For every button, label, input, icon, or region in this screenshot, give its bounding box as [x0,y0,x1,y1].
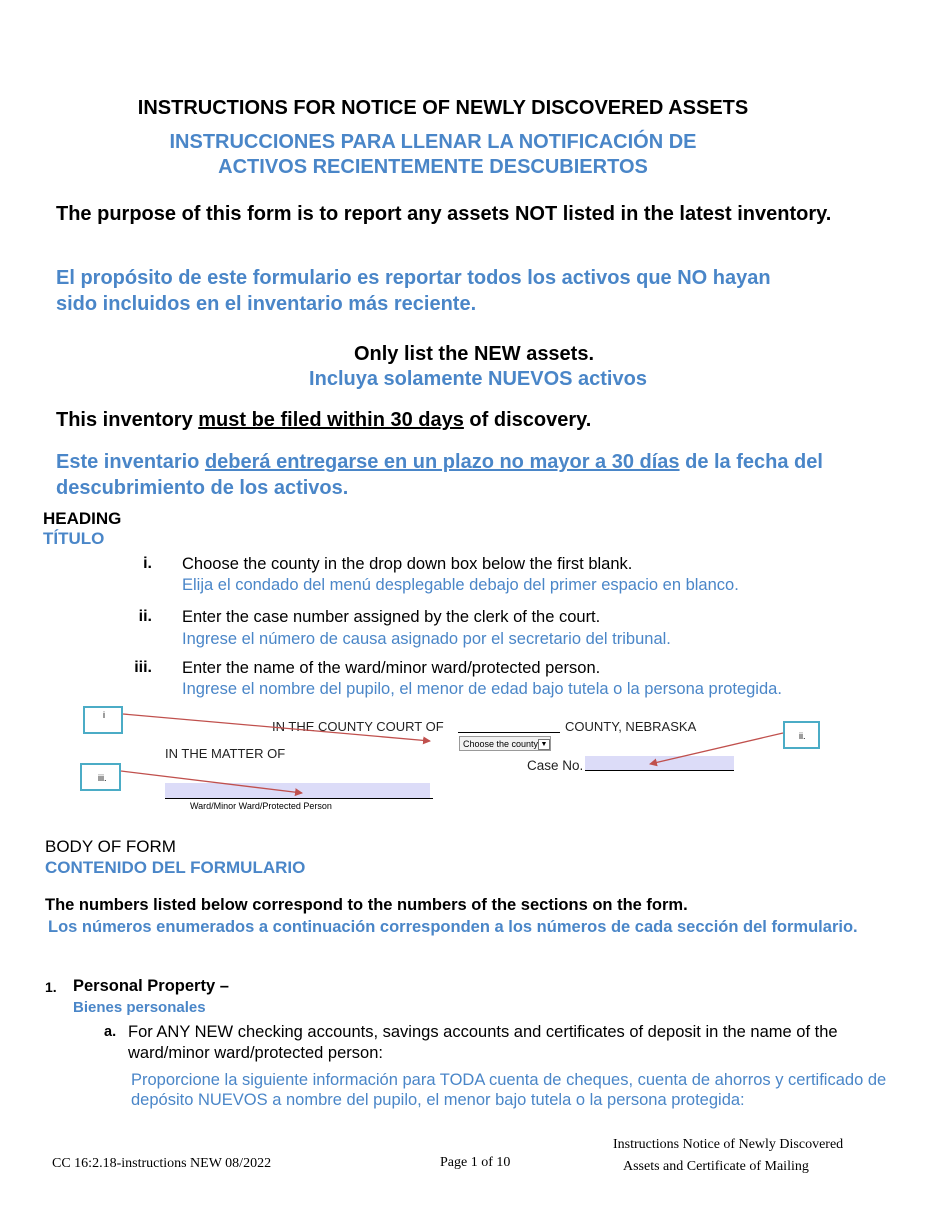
callout-i-label: i [103,710,105,720]
sub-a-num: a. [104,1024,117,1040]
case-no-label: Case No. [527,758,584,773]
item-1-es: Bienes personales [73,999,206,1016]
filing-english [56,407,896,433]
footer-form-id: CC 16:2.18-instructions NEW 08/2022 [52,1156,272,1171]
heading-item-num: ii. [138,608,152,625]
body-section-title-es: CONTENIDO DEL FORMULARIO [45,858,306,877]
arrow-ii [650,733,783,764]
heading-section-title-es: TÍTULO [43,529,105,548]
only-new-spanish: Incluya solamente NUEVOS activos [309,368,647,390]
footer-doc-title-line1: Instructions Notice of Newly Discovered [613,1137,844,1152]
body-section-title-text: BODY OF FORM [45,837,176,856]
filing-en-post: of discovery. [463,409,592,431]
body-intro-es: Los números enumerados a continuación corresponden a los números de cada sección del formulario. [48,918,858,936]
item-1-num: 1. [45,979,57,995]
title-english: INSTRUCTIONS FOR NOTICE OF NEWLY DISCOVERED ASSETS [137,97,749,119]
footer-page-number: Page 1 of 10 [440,1155,511,1170]
court-prefix-text: IN THE COUNTY COURT OF [272,719,444,734]
heading-item-en: Enter the case number assigned by the clerk of the court. [182,608,601,626]
purpose-english: The purpose of this form is to report any assets NOT listed in the latest inventory. [56,203,832,225]
heading-item-num: i. [143,555,152,572]
filing-en-underline: must be filed within 30 days [198,409,464,431]
heading-item-es: Elija el condado del menú desplegable debajo del primer espacio en blanco. [182,576,739,594]
body-intro-en: The numbers listed below correspond to the numbers of the sections on the form. [45,896,688,914]
sub-a-en: For ANY NEW checking accounts, savings accounts and certificates of deposit in the name of the ward/minor ward/protected person: [128,1023,838,1062]
filing-es-pre: Este inventario [56,451,205,473]
footer-doc-title-line2: Assets and Certificate of Mailing [623,1159,809,1174]
sub-a-es: Proporcione la siguiente información para TODA cuenta de cheques, cuenta de ahorros y certificado de depósito NUEVOS a nombre del pupilo, el menor bajo tutela o la persona protegida: [131,1071,887,1109]
filing-en-pre: This inventory [56,409,199,431]
title-spanish-line2: ACTIVOS RECIENTEMENTE DESCUBIERTOS [218,156,648,178]
heading-item-es: Ingrese el nombre del pupilo, el menor de edad bajo tutela o la persona protegida. [182,680,782,698]
body-section-title [45,837,176,857]
title-spanish-line1: INSTRUCCIONES PARA LLENAR LA NOTIFICACIÓN DE [169,131,697,153]
heading-item-en: Choose the county in the drop down box below the first blank. [182,555,633,573]
only-new-english: Only list the NEW assets. [353,343,595,365]
heading-section-title: HEADING [43,509,122,528]
filing-spanish [56,449,906,501]
purpose-spanish: El propósito de este formulario es reportar todos los activos que NO hayan sido incluidos en el inventario más reciente. [56,267,771,315]
form-heading-example-figure [0,700,950,815]
callout-iii-label: iii. [98,773,107,783]
heading-item-num: iii. [134,659,152,676]
county-dropdown-label: Choose the county [463,739,539,749]
heading-item-en: Enter the name of the ward/minor ward/protected person. [182,659,601,677]
matter-of-text: IN THE MATTER OF [165,746,286,761]
callout-ii-label: ii. [799,731,806,741]
figure-arrows [0,700,950,815]
filing-es-post: de la fecha del descubrimiento de los activos. [56,451,823,499]
court-suffix-text: COUNTY, NEBRASKA [565,719,697,734]
item-1-en: Personal Property – [73,977,229,995]
filing-es-underline: deberá entregarse en un plazo no mayor a 30 días [204,451,680,473]
chevron-down-icon: ▼ [538,739,550,750]
heading-item-es: Ingrese el número de causa asignado por el secretario del tribunal. [182,630,671,648]
arrow-iii [121,771,302,793]
ward-label: Ward/Minor Ward/Protected Person [190,801,332,810]
arrow-i [123,714,430,741]
